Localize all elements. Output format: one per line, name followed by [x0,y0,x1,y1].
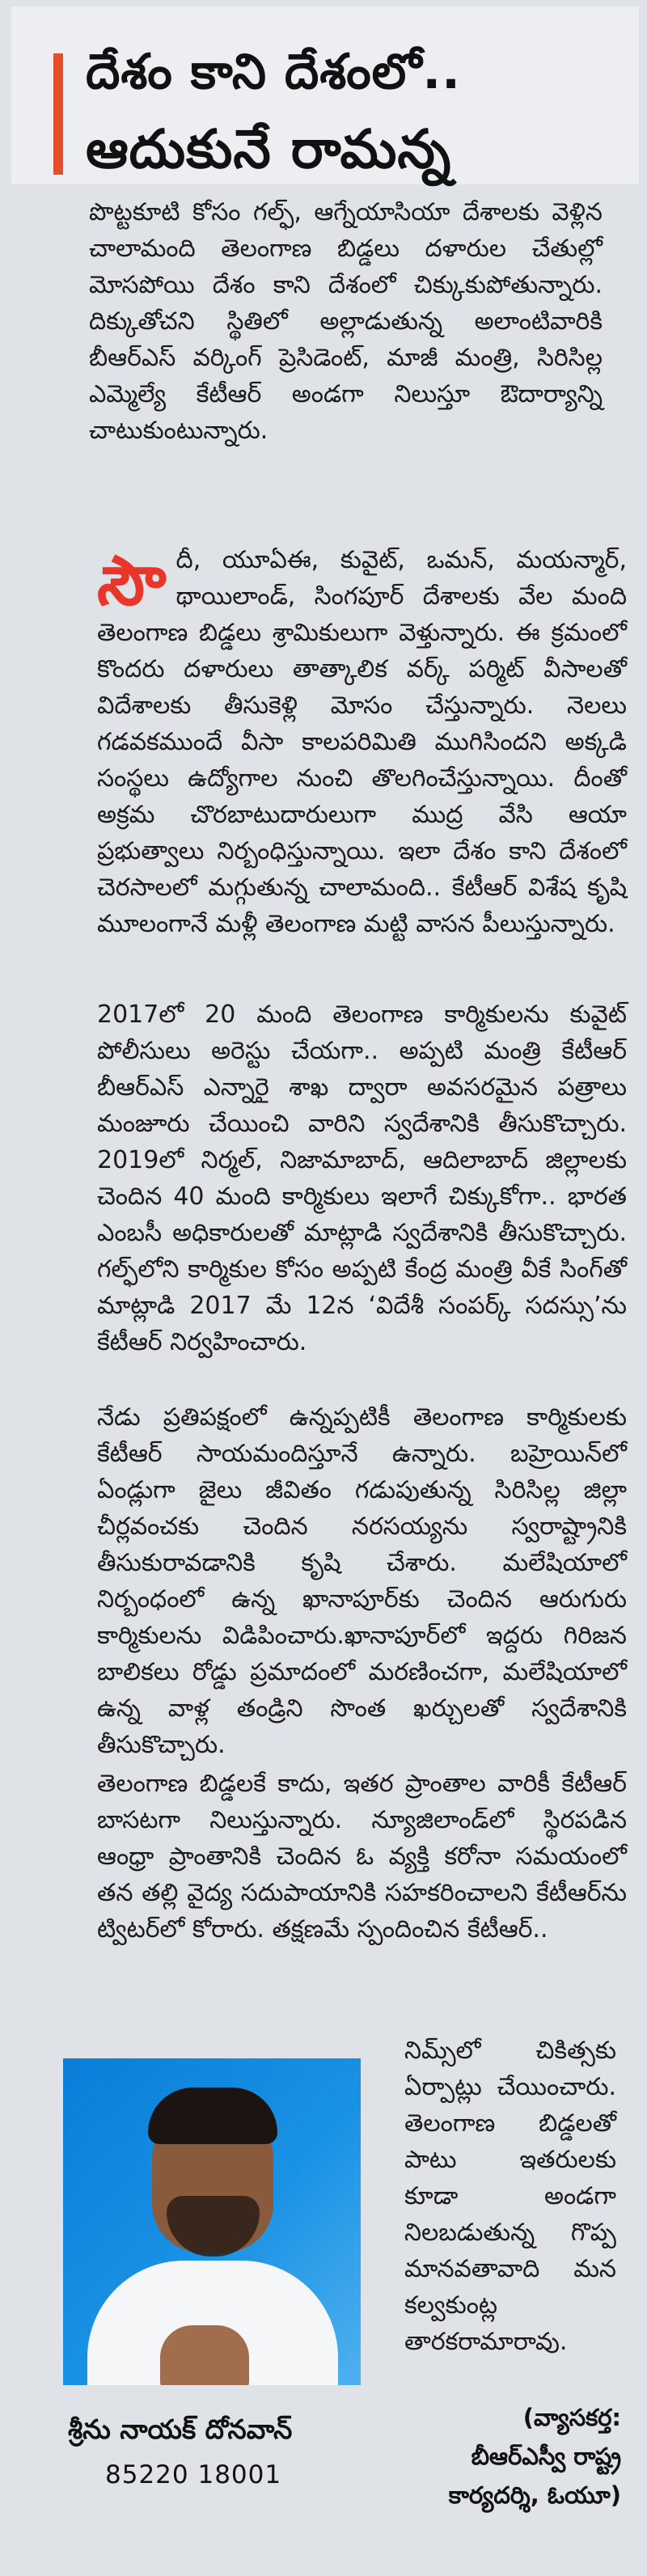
paragraph-3: నేడు ప్రతిపక్షంలో ఉన్నప్పటికీ తెలంగాణ కార్మికులకు కేటీఆర్ సాయమందిస్తూనే ఉన్నారు. బహ్రెయిన్‌లో ఏండ్లుగా జైలు జీవితం గడుపుతున్న సిరిసిల్ల జిల్లా చీర్లవంచకు చెందిన నరసయ్యను స్వరాష్ట్రానికి తీసుకురావడానికి కృషి చేశారు. మలేషియాలో నిర్బంధంలో ఉన్న ఖానాపూర్‌కు చెందిన ఆరుగురు కార్మికులను విడిపించారు.ఖానాపూర్‌లో ఇద్దరు గిరిజన బాలికలు రోడ్డు ప్రమాదంలో మరణించగా, మలేషియాలో ఉన్న వాళ్ల తండ్రిని సొంత ఖర్చులతో స్వదేశానికి తీసుకొచ్చారు. [97,1403,627,1759]
paragraph-1-text: దీ, యూఏఈ, కువైట్, ఒమన్, మయన్మార్, థాయిలాండ్, సింగపూర్ దేశాలకు వేల మంది తెలంగాణ బిడ్డలు శ్రామికులుగా వెళ్తున్నారు. ఈ క్రమంలో కొందరు దళారులు తాత్కాలిక వర్క్ పర్మిట్ వీసాలతో విదేశాలకు తీసుకెళ్లి మోసం చేస్తున్నారు. నెలలు గడవకముందే వీసా కాలపరిమితి ముగిసిందని అక్కడి సంస్థలు ఉద్యోగాల నుంచి తొలగించేస్తున్నాయి. దీంతో అక్రమ చొరబాటుదారులుగా ముద్ర వేసి ఆయా ప్రభుత్వాలు నిర్బంధిస్తున్నాయి. ఇలా దేశం కాని దేశంలో చెరసాలలో మగ్గుతున్న చాలామంది.. కేటీఆర్ విశేష కృషి మూలంగానే మళ్లీ తెలంగాణ మట్టి వాసన పీలుస్తున్నారు. [97,546,627,938]
headline-line-1: దేశం కాని దేశంలో.. [86,44,461,100]
bio-line-3: కార్యదర్శి, ఓయూ) [448,2481,621,2509]
paragraph-1 [97,542,627,942]
headline-block [11,6,639,184]
intro-paragraph: పొట్టకూటి కోసం గల్ఫ్, ఆగ్నేయాసియా దేశాలకు వెళ్లిన చాలామంది తెలంగాణ బిడ్డలు దళారుల చేతుల్లో మోసపోయి దేశం కాని దేశంలో చిక్కుకుపోతున్నారు. దిక్కుతోచని స్థితిలో అల్లాడుతున్న అలాంటివారికి బీఆర్ఎస్ వర్కింగ్ ప్రెసిడెంట్, మాజీ మంత్రి, సిరిసిల్ల ఎమ్మెల్యే కేటీఆర్ అండగా నిలుస్తూ ఔదార్యాన్ని చాటుకుంటున్నారు. [89,198,603,445]
author-photo [63,2058,361,2385]
headline-line-2: ఆదుకునే రామన్న [86,118,452,180]
author-bio [378,2398,621,2515]
author-phone: 85220 18001 [105,2460,282,2489]
drop-cap: సౌ [97,541,167,620]
author-name: శ్రీను నాయక్ దోనవాన్ [68,2413,293,2445]
headline-accent-bar [53,53,63,175]
bio-line-1: (వ్యాసకర్త: [522,2404,621,2431]
paragraph-4: తెలంగాణ బిడ్డలకే కాదు, ఇతర ప్రాంతాల వారికీ కేటీఆర్ బాసటగా నిలుస్తున్నారు. న్యూజిలాండ్‌లో స్థిరపడిన ఆంధ్రా ప్రాంతానికి చెందిన ఓ వ్యక్తి కరోనా సమయంలో తన తల్లి వైద్య సదుపాయానికి సహకరించాలని కేటీఆర్‌ను ట్విటర్‌లో కోరారు. తక్షణమే స్పందించిన కేటీఆర్.. [97,1770,627,1944]
bio-line-2: బీఆర్ఎస్వీ రాష్ట్ర [471,2443,621,2470]
paragraph-2: 2017లో 20 మంది తెలంగాణ కార్మికులను కువైట్ పోలీసులు అరెస్టు చేయగా.. అప్పటి మంత్రి కేటీఆర్ బీఆర్ఎస్ ఎన్నారై శాఖ ద్వారా అవసరమైన పత్రాలు మంజూరు చేయించి వారిని స్వదేశానికి తీసుకొచ్చారు. 2019లో నిర్మల్, నిజామాబాద్, ఆదిలాబాద్ జిల్లాలకు చెందిన 40 మంది కార్మికులు ఇలాగే చిక్కుకోగా.. భారత ఎంబసీ అధికారులతో మాట్లాడి స్వదేశానికి తీసుకొచ్చారు. గల్ఫ్‌లోని కార్మికుల కోసం అప్పటి కేంద్ర మంత్రి వీకే సింగ్‌తో మాట్లాడి 2017 మే 12న ‘విదేశీ సంపర్క్ సదస్సు’ను కేటీఆర్ నిర్వహించారు. [97,1000,627,1356]
paragraph-4-continued: నిమ్స్‌లో చికిత్సకు ఏర్పాట్లు చేయించారు. తెలంగాణ బిడ్డలతో పాటు ఇతరులకు కూడా అండగా నిలబడుతున్న గొప్ప మానవతావాది మన కల్వకుంట్ల తారకరామారావు. [404,2037,616,2356]
